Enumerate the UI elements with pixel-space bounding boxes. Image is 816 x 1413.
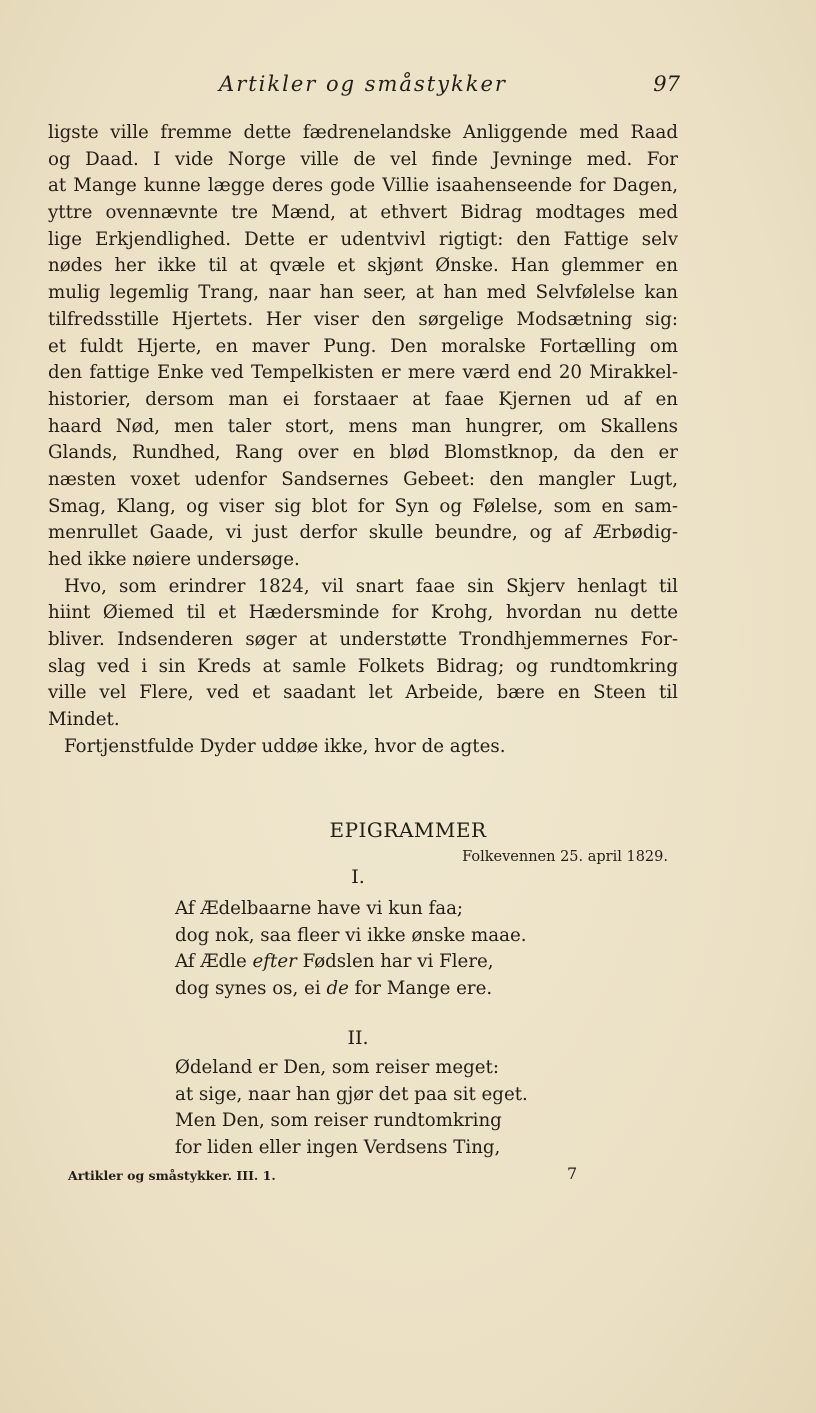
text-line: Fortjenstfulde Dyder uddøe ikke, hvor de agtes. [64, 735, 506, 757]
source-note: Folkevennen 25. april 1829. [462, 849, 668, 865]
line-text: dog nok, saa fleer vi ikke ønske maae. [175, 924, 527, 946]
poem-line [175, 896, 595, 923]
line-text: for Mange ere. [348, 978, 493, 1000]
text-line: tilfredsstille Hjertets. Her viser den sørgelige Modsætning sig: [48, 308, 678, 330]
text-line: næsten voxet udenfor Sandsernes Gebeet: den mangler Lugt, [48, 468, 678, 490]
text-line: Hvo, som erindrer 1824, vil snart faae sin Skjerv henlagt til [64, 575, 678, 597]
page-number: 97 [653, 72, 680, 96]
body-text [48, 120, 678, 761]
poem-line [175, 923, 595, 950]
poem-numeral: II. [347, 1027, 369, 1049]
text-line: hed ikke nøiere undersøge. [48, 549, 300, 570]
italic-word: efter [252, 951, 297, 973]
poem-line [175, 1135, 595, 1162]
running-title: Artikler og småstykker [219, 72, 507, 96]
text-line: hiint Øiemed til et Hædersminde for Krohg, hvordan nu dette [48, 602, 678, 624]
text-line: Glands, Rundhed, Rang over en blød Blomstknop, da den er [48, 442, 678, 464]
poem-line [175, 1108, 595, 1135]
text-line: mulig legemlig Trang, naar han seer, at han med Selvfølelse kan [48, 282, 678, 304]
text-line: og Daad. I vide Norge ville de vel finde Jevninge med. For [48, 148, 678, 170]
text-line: den fattige Enke ved Tempelkisten er mere værd end 20 Mirakkel- [48, 362, 678, 384]
poem-line [175, 949, 595, 976]
section-heading: EPIGRAMMER [329, 818, 487, 842]
italic-word: de [326, 978, 349, 1000]
poem-stanza [175, 1055, 595, 1162]
text-line: ligste ville fremme dette fædrenelandske Anliggende med Raad [48, 122, 678, 143]
poem-line [175, 1082, 595, 1109]
poem-line [175, 976, 595, 1003]
text-line: lige Erkjendlighed. Dette er udentvivl rigtigt: den Fattige selv [48, 228, 678, 250]
line-text: Af Ædelbaarne have vi kun faa; [175, 898, 464, 919]
line-text: Fødslen har vi Flere, [296, 951, 494, 973]
text-line: historier, dersom man ei forstaaer at faae Kjernen ud af en [48, 388, 678, 410]
line-text: Af Ædle [175, 951, 253, 973]
text-line: slag ved i sin Kreds at samle Folkets Bidrag; og rundtomkring [48, 655, 678, 677]
text-line: haard Nød, men taler stort, mens man hungrer, om Skallens [48, 415, 678, 437]
signature-mark: Artikler og småstykker. III. 1. [68, 1168, 276, 1183]
text-line: Mindet. [48, 709, 120, 731]
poem-stanza [175, 896, 595, 1003]
text-line: bliver. Indsenderen søger at understøtte Trondhjemmernes For- [48, 629, 678, 651]
text-line: et fuldt Hjerte, en maver Pung. Den moralske Fortælling om [48, 335, 678, 357]
sheet-number: 7 [567, 1164, 578, 1183]
text-line: menrullet Gaade, vi just derfor skulle beundre, og af Ærbødig- [48, 522, 678, 544]
line-text: Men Den, som reiser rundtomkring [175, 1110, 502, 1132]
text-line: nødes her ikke til at qvæle et skjønt Ønske. Han glemmer en [48, 255, 678, 277]
line-text: Ødeland er Den, som reiser meget: [175, 1057, 499, 1078]
text-line: at Mange kunne lægge deres gode Villie isaahenseende for Dagen, [48, 175, 678, 197]
running-head [46, 72, 680, 102]
line-text: dog synes os, ei [175, 978, 327, 1000]
line-text: for liden eller ingen Verdsens Ting, [175, 1137, 501, 1159]
line-text: at sige, naar han gjør det paa sit eget. [175, 1083, 528, 1105]
text-line: yttre ovennævnte tre Mænd, at ethvert Bidrag modtages med [48, 202, 678, 224]
text-line: ville vel Flere, ved et saadant let Arbeide, bære en Steen til [48, 682, 678, 704]
poem-line [175, 1055, 595, 1082]
text-line: Smag, Klang, og viser sig blot for Syn og Følelse, som en sam- [48, 495, 678, 517]
poem-numeral: I. [351, 866, 365, 888]
